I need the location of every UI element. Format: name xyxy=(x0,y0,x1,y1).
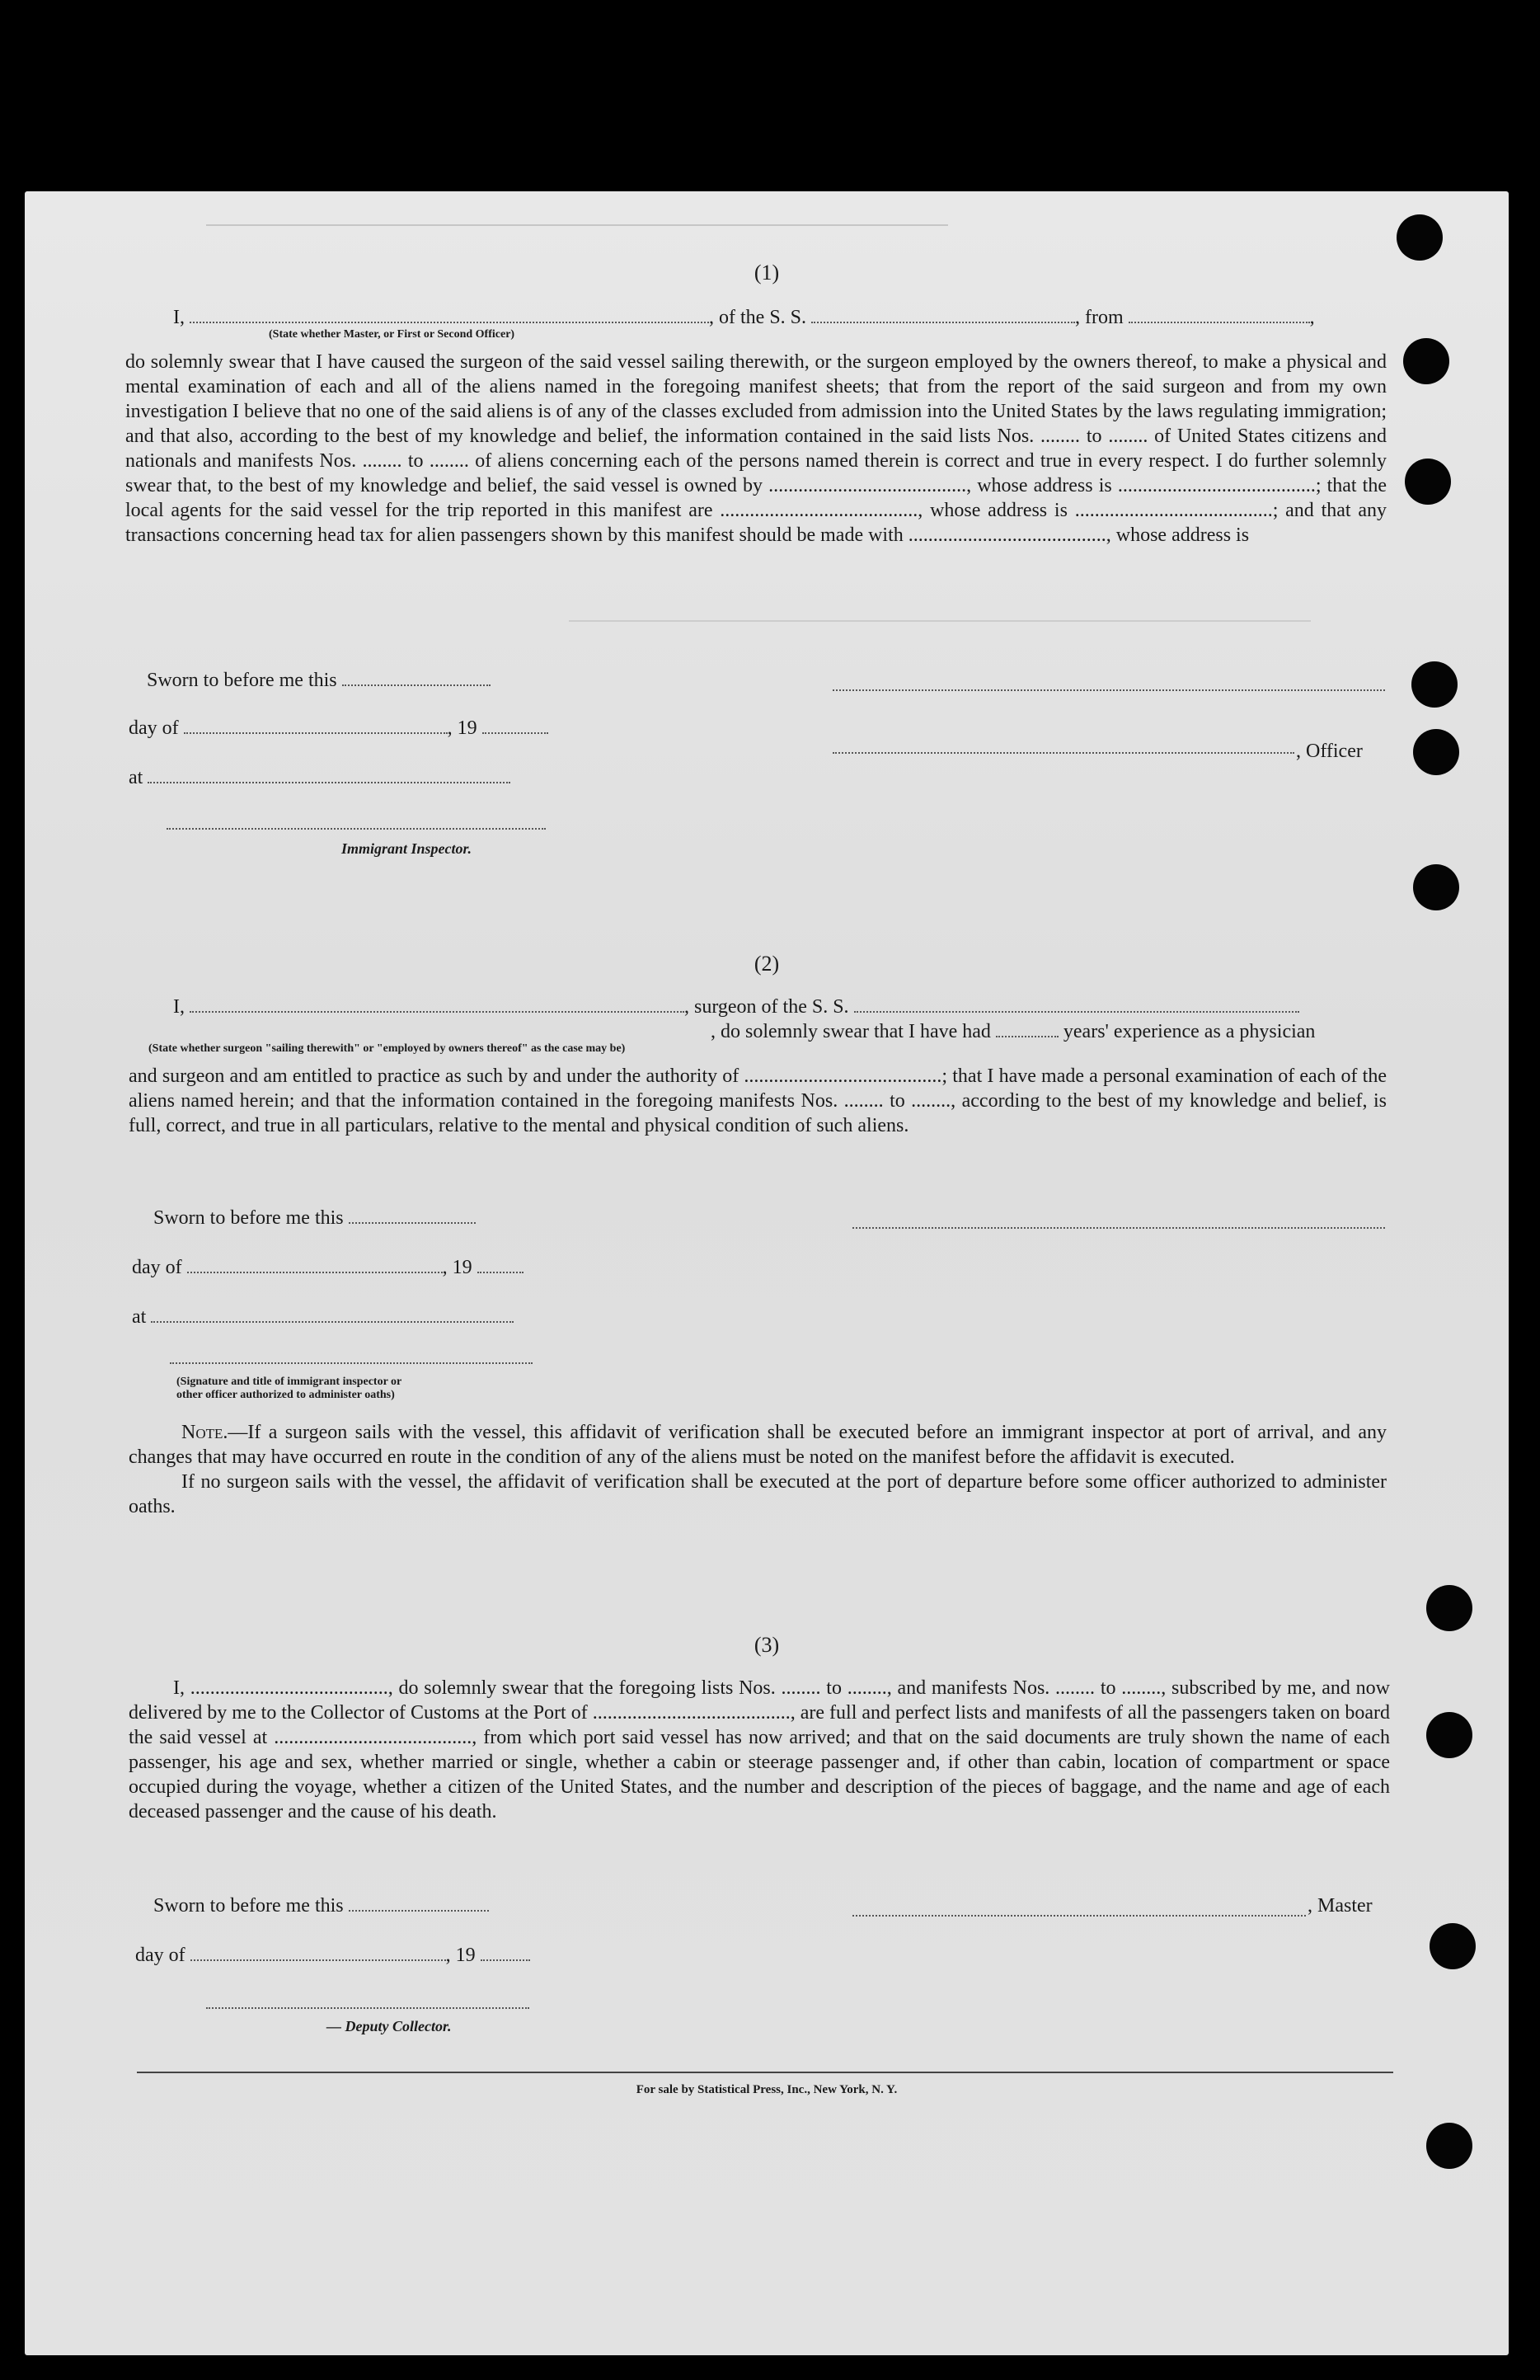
at-label: at xyxy=(132,1306,147,1328)
day-line-1 xyxy=(129,716,548,741)
i-label: I, xyxy=(173,996,185,1018)
sworn-line-3 xyxy=(153,1893,489,1918)
sworn-date-field xyxy=(349,1895,489,1912)
sworn-label: Sworn to before me this xyxy=(147,670,337,691)
section-1-oath xyxy=(125,350,1387,548)
officer-signature-line-1 xyxy=(833,689,1385,691)
month-field xyxy=(190,1945,446,1961)
surgeon-of-label: , surgeon of the S. S. xyxy=(684,996,849,1018)
dash: — xyxy=(326,2018,345,2034)
officer-label: , Officer xyxy=(1296,741,1363,762)
master-label: , Master xyxy=(1308,1895,1373,1917)
master-signature-line xyxy=(852,1915,1306,1917)
place-field xyxy=(148,767,510,783)
punch-hole xyxy=(1413,864,1459,910)
bleed-through xyxy=(206,224,948,251)
section-2-number: (2) xyxy=(754,952,780,976)
years-field xyxy=(996,1021,1059,1037)
punch-hole xyxy=(1411,661,1458,708)
at-label: at xyxy=(129,767,143,788)
officer-rank-field xyxy=(190,307,709,323)
state-note-2: (State whether surgeon "sailing therewith" or "employed by owners thereof" as the case may be) xyxy=(148,1042,626,1055)
punch-hole xyxy=(1405,459,1451,505)
punch-hole xyxy=(1430,1923,1476,1969)
day-of-label: day of xyxy=(135,1945,185,1966)
day-line-3 xyxy=(135,1943,530,1968)
section-1-number: (1) xyxy=(754,261,780,285)
sworn-date-field xyxy=(342,670,491,686)
printer-footer: For sale by Statistical Press, Inc., New York, N. Y. xyxy=(636,2083,898,2096)
at-line-2 xyxy=(132,1305,514,1329)
signature-note-2: other officer authorized to administer oaths) xyxy=(176,1389,395,1401)
inspector-signature-line xyxy=(167,828,546,830)
i-label: I, xyxy=(173,307,185,328)
comma: , xyxy=(1309,307,1315,328)
punch-hole xyxy=(1426,2123,1472,2169)
year-field xyxy=(482,717,548,734)
month-field xyxy=(184,717,448,734)
immigrant-inspector-label: Immigrant Inspector. xyxy=(341,840,472,857)
sworn-line-2 xyxy=(153,1206,476,1230)
punch-hole xyxy=(1413,729,1459,775)
section-3-oath xyxy=(129,1676,1390,1824)
deputy-collector-text: Deputy Collector. xyxy=(345,2018,452,2034)
punch-hole xyxy=(1426,1712,1472,1758)
day-line-2 xyxy=(132,1255,524,1280)
punch-hole xyxy=(1397,214,1443,261)
inspector-signature-line-2 xyxy=(170,1362,533,1364)
note-1-text: —If a surgeon sails with the vessel, this affidavit of verification shall be executed before an immigrant inspector at port of arrival, and any changes that may have occurred en route in the condition of any of the aliens must be noted on the manifest before the affidavit is executed. xyxy=(129,1422,1387,1468)
section-3-number: (3) xyxy=(754,1633,780,1657)
oath-text-3: I, ........................................, do solemnly swear that the foregoing lists Nos. ........ to ........, and manifests Nos. ........ to ........, subscribed by me, and now delivered by me to the Collector of Customs at the Port of ........................................, are full and perfect lists and manifests of all the passengers taken on board the said vessel at ........................................, from which port said vessel has now arrived; and that on the said documents are truly shown the name of each passenger, his age and sex, whether married or single, whether a cabin or steerage passenger and, if other than cabin, location of compartment or space occupied during the voyage, whether a citizen of the United States, and the number and description of the pieces of baggage, and the name and age of each deceased passenger and the cause of his death. xyxy=(129,1677,1390,1823)
sworn-label: Sworn to before me this xyxy=(153,1207,344,1229)
surgeon-status-field xyxy=(190,996,684,1013)
deputy-collector-label xyxy=(326,2014,452,2039)
collector-signature-line xyxy=(206,2007,529,2009)
note-2: If no surgeon sails with the vessel, the affidavit of verification shall be executed at the port of departure before some officer authorized to administer oaths. xyxy=(129,1471,1387,1517)
year-field xyxy=(481,1945,530,1961)
oath-text: do solemnly swear that I have caused the surgeon of the said vessel sailing therewith, or the surgeon employed by the owners thereof, to make a physical and mental examination of each and all of the aliens named in the foregoing manifest sheets; that from the report of the said surgeon and from my own investigation I believe that no one of the said aliens is of any of the classes excluded from admission into the United States by the laws regulating immigration; and that also, according to the best of my knowledge and belief, the information contained in the said lists Nos. ........ to ........ of United States citizens and nationals and manifests Nos. ........ to ........ of aliens concerning each of the persons named therein is correct and true in every respect. I do further solemnly swear that, to the best of my knowledge and belief, the said vessel is owned by ........................................, whose address is ........................................; that the local agents for the said vessel for the trip reported in this manifest are ........................................, whose address is ........................................; and that any transactions concerning head tax for alien passengers shown by this manifest should be made with ........................................, whose address is xyxy=(125,351,1387,546)
at-line-1 xyxy=(129,765,510,790)
note-1 xyxy=(129,1420,1387,1470)
departure-port-field xyxy=(1129,307,1310,323)
section-2-oath xyxy=(129,1064,1387,1138)
section-2-line-2 xyxy=(711,1019,1315,1044)
swear-label: , do solemnly swear that I have had xyxy=(711,1021,991,1042)
punch-hole xyxy=(1426,1585,1472,1631)
month-field xyxy=(187,1257,443,1273)
punch-hole xyxy=(1403,338,1449,384)
years-experience-label: years' experience as a physician xyxy=(1063,1021,1316,1042)
year-label: , 19 xyxy=(445,1945,476,1966)
section-2-line-1 xyxy=(173,995,1299,1019)
signature-note-1: (Signature and title of immigrant inspector or xyxy=(176,1376,402,1388)
bleed-through xyxy=(569,620,1311,655)
section-1-line-1 xyxy=(173,305,1315,330)
of-ss-label: , of the S. S. xyxy=(709,307,807,328)
bottom-rule xyxy=(137,2072,1393,2073)
sworn-date-field xyxy=(349,1207,476,1224)
surgeon-signature-line xyxy=(852,1227,1385,1229)
day-of-label: day of xyxy=(129,717,179,739)
place-field xyxy=(151,1306,514,1323)
sworn-line-1 xyxy=(147,668,491,693)
oath-text-2: and surgeon and am entitled to practice as such by and under the authority of ........................................; that I have made a personal examination of each of the aliens named herein; and that the information contained in the foregoing manifests Nos. ........ to ........, according to the best of my knowledge and belief, is full, correct, and true in all particulars, relative to the mental and physical condition of such aliens. xyxy=(129,1065,1387,1136)
sworn-label: Sworn to before me this xyxy=(153,1895,344,1917)
officer-signature-line-2 xyxy=(833,752,1294,754)
year-label: , 19 xyxy=(447,717,477,739)
vessel-name-field-2 xyxy=(854,996,1299,1013)
from-label: , from xyxy=(1075,307,1124,328)
state-note-1: (State whether Master, or First or Second Officer) xyxy=(269,328,515,341)
note-paragraph xyxy=(129,1420,1387,1519)
vessel-name-field xyxy=(811,307,1075,323)
year-label: , 19 xyxy=(442,1257,472,1278)
year-field xyxy=(477,1257,524,1273)
day-of-label: day of xyxy=(132,1257,182,1278)
note-label: Note. xyxy=(181,1422,228,1443)
manifest-page xyxy=(25,191,1509,2355)
